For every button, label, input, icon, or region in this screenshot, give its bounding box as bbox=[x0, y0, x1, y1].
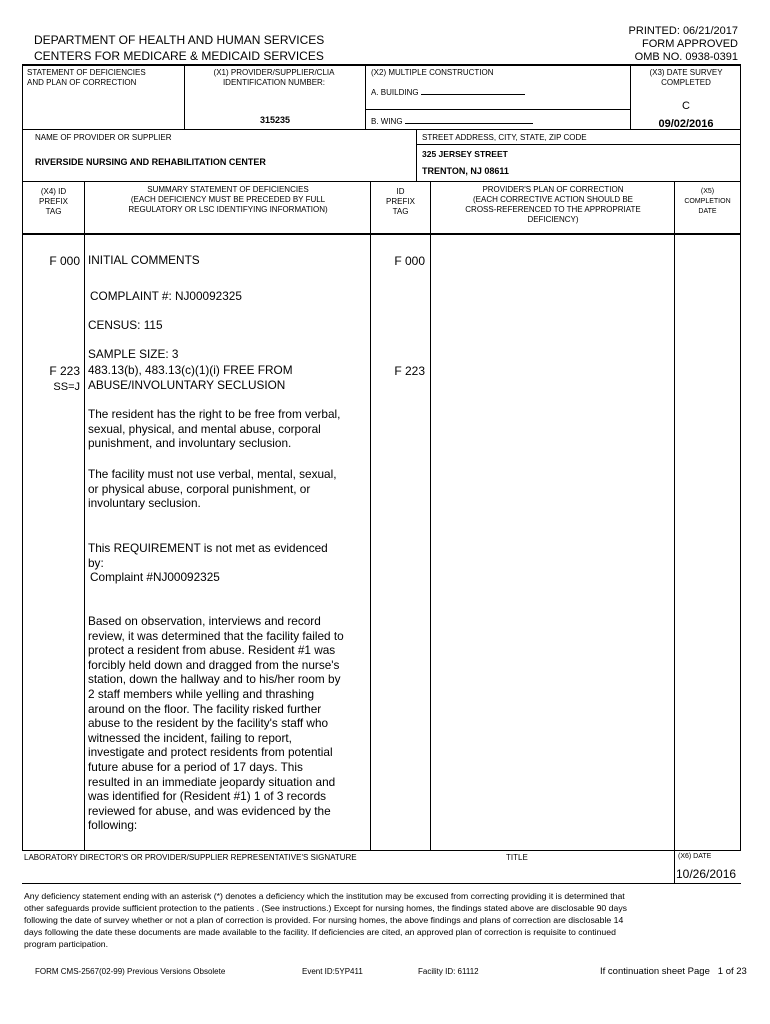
statement-label: STATEMENT OF DEFICIENCIES AND PLAN OF CORRECTION bbox=[27, 68, 146, 87]
divider-wing bbox=[365, 109, 630, 110]
regulation-line2: ABUSE/INVOLUNTARY SECLUSION bbox=[88, 378, 286, 392]
building-blank bbox=[421, 85, 525, 95]
tag-f000-plan: F 000 bbox=[394, 254, 425, 268]
col-divider-2 bbox=[370, 181, 371, 851]
frame-left bbox=[22, 64, 23, 851]
signature-divider bbox=[674, 850, 675, 883]
complaint-reference: Complaint #NJ00092325 bbox=[90, 570, 220, 584]
disclaimer: Any deficiency statement ending with an asterisk (*) denotes a deficiency which the institution may be excused from correcting providing it is determined that other safeguards provide sufficient protection to the patients . (See instructions.) Except for nursing homes, the findings stated above are disclosable 90 days following the date of survey whether or not a plan of correction is provided. For nursing homes, the above findings and plans of correction are disclosable 14 days following the date these documents are made available to the facility. If deficiencies are cited, an approved plan of correction is requisite to continued program participation. bbox=[24, 891, 628, 949]
provider-id-number: 315235 bbox=[260, 115, 291, 125]
paragraph-requirement: This REQUIREMENT is not met as evidenced by: bbox=[88, 541, 328, 570]
tag-f223: F 223 bbox=[49, 364, 80, 378]
address-city: TRENTON, NJ 08611 bbox=[422, 166, 509, 176]
tag-f223-severity: SS=J bbox=[53, 381, 80, 393]
wing-blank bbox=[405, 114, 533, 124]
complaint-number: COMPLAINT #: NJ00092325 bbox=[90, 289, 242, 303]
address-street: 325 JERSEY STREET bbox=[422, 149, 508, 159]
signature-label: LABORATORY DIRECTOR'S OR PROVIDER/SUPPLIER REPRESENTATIVE'S SIGNATURE bbox=[24, 853, 357, 862]
paragraph-resident-rights: The resident has the right to be free from verbal, sexual, physical, and mental abuse, corporal punishment, and involuntary seclusion. bbox=[88, 407, 341, 451]
paragraph-facility-must: The facility must not use verbal, mental, sexual, or physical abuse, corporal punishment, or involuntary seclusion. bbox=[88, 467, 337, 511]
frame-top bbox=[22, 64, 741, 66]
x2-label: (X2) MULTIPLE CONSTRUCTION bbox=[371, 68, 494, 77]
divider-address-label bbox=[416, 144, 741, 145]
header-row-bottom bbox=[22, 233, 741, 235]
address-label: STREET ADDRESS, CITY, STATE, ZIP CODE bbox=[422, 133, 587, 142]
x1-label: (X1) PROVIDER/SUPPLIER/CLIA IDENTIFICATION NUMBER: bbox=[213, 68, 335, 87]
sample-size: SAMPLE SIZE: 3 bbox=[88, 347, 179, 361]
divider-x1 bbox=[184, 64, 185, 130]
provider-label: NAME OF PROVIDER OR SUPPLIER bbox=[35, 133, 172, 142]
event-id: Event ID:5YP411 bbox=[302, 967, 363, 976]
survey-date: 09/02/2016 bbox=[658, 118, 714, 130]
frame-right bbox=[740, 64, 741, 851]
title-label: TITLE bbox=[506, 853, 528, 862]
paragraph-findings: Based on observation, interviews and record review, it was determined that the facility failed to protect a resident from abuse. Resident #1 was forcibly held down and dragged from the nurse's station, down the hallway and to his/her room by 2 staff members while yelling and thrashing around on the floor. The facility risked further abuse to the resident by the facility's staff who witnessed the incident, failing to report, investigate and protect residents from potential future abuse for a period of 17 days. This resulted in an immediate jeopardy situation and was identified for (Resident #1) 1 of 3 records reviewed for abuse, and was evidenced by the following: bbox=[88, 614, 344, 833]
building-field bbox=[371, 85, 525, 98]
wing-label: B. WING bbox=[371, 117, 403, 126]
divider-x3 bbox=[630, 64, 631, 130]
col-summary-header: SUMMARY STATEMENT OF DEFICIENCIES (EACH DEFICIENCY MUST BE PRECEDED BY FULL REGULATORY OR LSC IDENTIFYING INFORMATION) bbox=[128, 185, 328, 214]
continuation-page: If continuation sheet Page 1 of 23 bbox=[600, 966, 747, 977]
signature-row-bottom bbox=[22, 883, 741, 884]
provider-name: RIVERSIDE NURSING AND REHABILITATION CENTER bbox=[35, 157, 266, 167]
col-divider-3 bbox=[430, 181, 431, 851]
agency-name-line1: DEPARTMENT OF HEALTH AND HUMAN SERVICES bbox=[34, 33, 325, 47]
tag-f000: F 000 bbox=[49, 254, 80, 268]
x6-date-value: 10/26/2016 bbox=[676, 867, 737, 881]
form-approved: FORM APPROVED bbox=[642, 38, 738, 50]
wing-field bbox=[371, 114, 533, 127]
divider-address bbox=[416, 129, 417, 181]
col-plan-header: PROVIDER'S PLAN OF CORRECTION (EACH CORRECTIVE ACTION SHOULD BE CROSS-REFERENCED TO THE APPROPRIATE DEFICIENCY) bbox=[465, 185, 641, 224]
divider-x2 bbox=[365, 64, 366, 130]
omb-number: OMB NO. 0938-0391 bbox=[634, 51, 738, 63]
col-divider-4 bbox=[674, 181, 675, 851]
x6-date-label: (X6) DATE bbox=[678, 853, 712, 860]
facility-id: Facility ID: 61112 bbox=[418, 967, 479, 976]
row2-bottom bbox=[22, 181, 741, 182]
col-x4-header: (X4) ID PREFIX TAG bbox=[39, 187, 68, 216]
form-number: FORM CMS-2567(02-99) Previous Versions Obsolete bbox=[35, 967, 226, 976]
census: CENSUS: 115 bbox=[88, 318, 163, 332]
col-divider-1 bbox=[84, 181, 85, 851]
printed-date: PRINTED: 06/21/2017 bbox=[628, 25, 738, 37]
initial-comments: INITIAL COMMENTS bbox=[88, 253, 200, 267]
col-id-header: ID PREFIX TAG bbox=[386, 187, 415, 216]
signature-row-top bbox=[22, 850, 741, 851]
x3-code: C bbox=[682, 100, 690, 112]
regulation-line1: 483.13(b), 483.13(c)(1)(i) FREE FROM bbox=[88, 363, 293, 377]
agency-name-line2: CENTERS FOR MEDICARE & MEDICAID SERVICES bbox=[34, 49, 324, 63]
x3-label: (X3) DATE SURVEY COMPLETED bbox=[649, 68, 723, 87]
building-label: A. BUILDING bbox=[371, 88, 419, 97]
col-x5-header: (X5) COMPLETION DATE bbox=[684, 188, 731, 215]
tag-f223-plan: F 223 bbox=[394, 364, 425, 378]
